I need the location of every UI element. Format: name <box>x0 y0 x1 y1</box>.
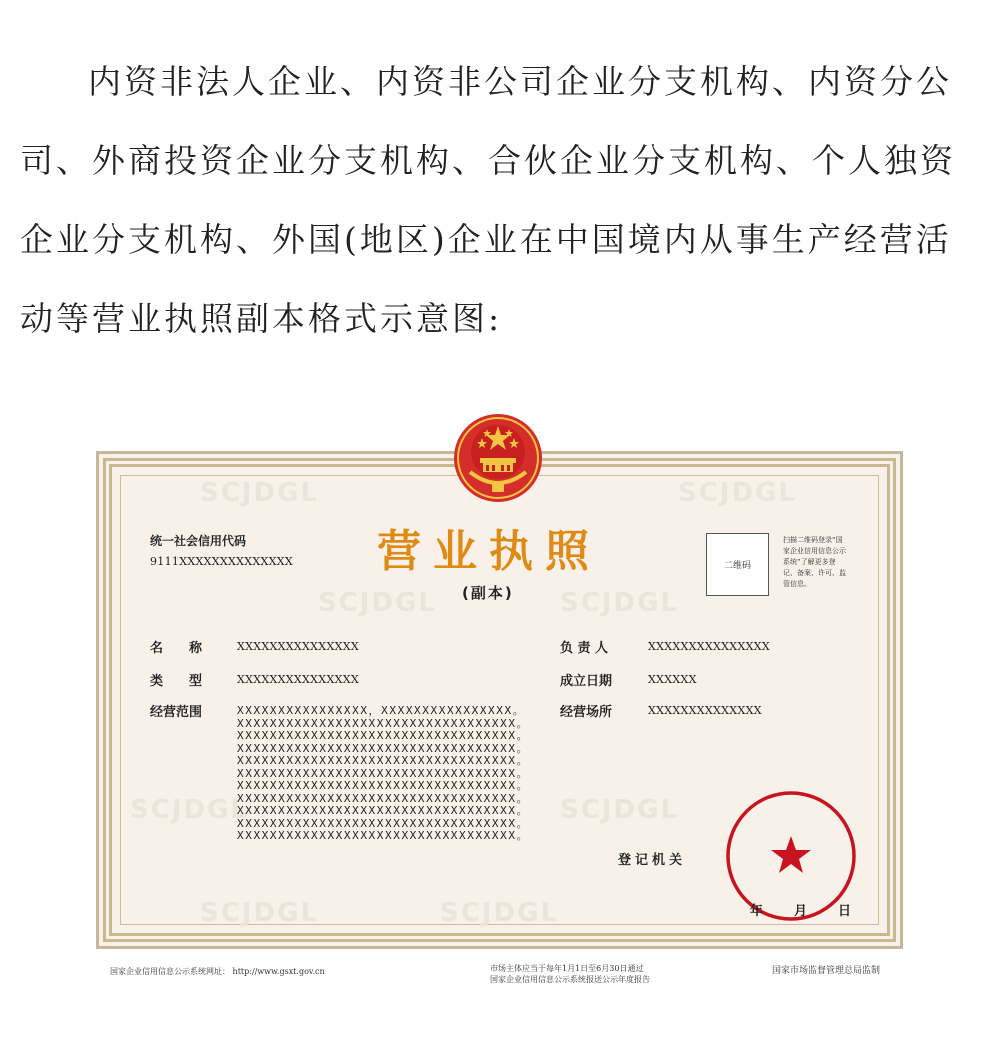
responsible-label: 负 责 人 <box>560 641 609 656</box>
license-subtitle: (副本) <box>462 584 514 602</box>
watermark: SCJDGL <box>200 478 319 508</box>
established-value: XXXXXX <box>648 673 697 686</box>
date-year: 年 <box>750 904 764 919</box>
type-value: XXXXXXXXXXXXXXX <box>237 673 359 686</box>
intro-text: 内资非法人企业、内资非公司企业分支机构、内资分公司、外商投资企业分支机构、合伙企业分支机构、个人独资企业分支机构、外国(地区)企业在中国境内从事生产经营活动等营业执照副本格式示意图: <box>20 62 956 338</box>
intro-paragraph <box>20 42 980 358</box>
scope-label: 经营范围 <box>150 705 203 720</box>
place-value: XXXXXXXXXXXXXX <box>648 704 762 717</box>
authority-label: 登记机关 <box>618 853 687 868</box>
qr-code <box>706 533 769 596</box>
place-label: 经营场所 <box>560 705 613 720</box>
established-label: 成立日期 <box>560 674 613 689</box>
credit-code-value: 9111XXXXXXXXXXXXXX <box>150 555 294 568</box>
watermark: SCJDGL <box>440 898 559 928</box>
footer-issuer: 国家市场监督管理总局监制 <box>772 966 881 976</box>
national-emblem-icon <box>452 412 544 504</box>
date-month: 月 <box>794 904 808 919</box>
watermark: SCJDGL <box>130 795 249 825</box>
watermark: SCJDGL <box>318 588 437 618</box>
watermark: SCJDGL <box>560 588 679 618</box>
credit-code-label: 统一社会信用代码 <box>150 534 247 548</box>
qr-code-label: 二维码 <box>723 561 751 571</box>
name-label: 名 称 <box>150 641 203 656</box>
license-title: 营业执照 <box>377 526 601 577</box>
type-label: 类 型 <box>150 674 203 689</box>
watermark: SCJDGL <box>678 478 797 508</box>
footer-report-line1: 市场主体应当于每年1月1日至6月30日通过 <box>490 964 644 973</box>
scope-value: XXXXXXXXXXXXXXXX，XXXXXXXXXXXXXXXX。 XXXXXXXXXXXXXXXXXXXXXXXXXXXXXXXXXX。 XXXXXXXXXXXXXXXXXXXXXXXXXXXXXXXXXX。 XXXXXXXXXXXXXXXXXXXXXXXXXXXXXXXXXX。 XXXXXXXXXXXXXXXXXXXXXXXXXXXXXXXXXX。 XXXXXXXXXXXXXXXXXXXXXXXXXXXXXXXXXX。 XXXXXXXXXXXXXXXXXXXXXXXXXXXXXXXXXX。 XXXXXXXXXXXXXXXXXXXXXXXXXXXXXXXXXX。 XXXXXXXXXXXXXXXXXXXXXXXXXXXXXXXXXX。 XXXXXXXXXXXXXXXXXXXXXXXXXXXXXXXXXX。 XXXXXXXXXXXXXXXXXXXXXXXXXXXXXXXXXX。 <box>237 704 530 842</box>
footer-report-line2: 国家企业信用信息公示系统报送公示年度报告 <box>490 975 650 984</box>
watermark: SCJDGL <box>560 795 679 825</box>
date-day: 日 <box>838 904 852 919</box>
watermark: SCJDGL <box>200 898 319 928</box>
footer-website: 国家企业信用信息公示系统网址： http://www.gsxt.gov.cn <box>110 967 325 976</box>
responsible-value: XXXXXXXXXXXXXXX <box>648 640 770 653</box>
name-value: XXXXXXXXXXXXXXX <box>237 640 359 653</box>
qr-note: 扫描二维码登录“国家企业信用信息公示系统”了解更多登记、备案、许可、监管信息。 <box>783 536 846 588</box>
